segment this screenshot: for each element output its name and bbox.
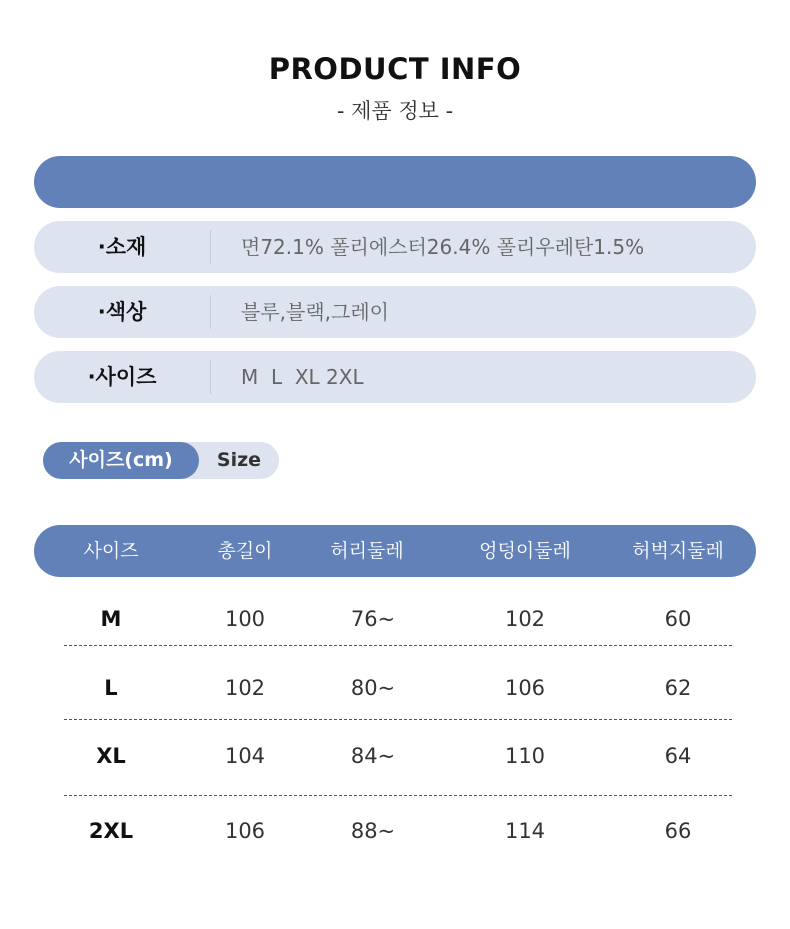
table-cell: 76~: [350, 607, 396, 631]
table-cell: 60: [664, 607, 692, 631]
table-cell: 104: [224, 744, 266, 768]
info-row-size: [34, 351, 756, 403]
info-divider: [210, 295, 211, 329]
table-cell: 102: [224, 676, 266, 700]
table-cell: XL: [96, 744, 126, 768]
table-cell: 66: [664, 819, 692, 843]
row-divider: [64, 645, 732, 646]
column-header-length: 총길이: [217, 540, 273, 562]
column-header-thigh: 허벅지둘레: [632, 540, 724, 562]
row-divider: [64, 719, 732, 720]
table-cell: 62: [664, 676, 692, 700]
info-row-color: [34, 286, 756, 338]
size-unit-toggle: [43, 442, 279, 479]
toggle-option-size[interactable]: Size: [216, 449, 262, 471]
column-header-hip: 엉덩이둘레: [479, 540, 571, 562]
info-value: 블루,블랙,그레이: [241, 300, 389, 324]
info-value: 면72.1% 폴리에스터26.4% 폴리우레탄1.5%: [241, 235, 645, 259]
column-header-size: 사이즈: [83, 540, 139, 562]
table-cell: 102: [504, 607, 546, 631]
table-cell: M: [100, 607, 122, 631]
table-cell: 80~: [350, 676, 396, 700]
info-divider: [210, 360, 211, 394]
info-divider: [210, 230, 211, 264]
info-value: M L XL 2XL: [241, 365, 364, 389]
page-subtitle: - 제품 정보 -: [336, 99, 454, 123]
info-row-material: [34, 221, 756, 273]
info-label: ·사이즈: [87, 365, 157, 389]
size-table-header: [34, 525, 756, 577]
row-divider: [64, 795, 732, 796]
column-header-waist: 허리둘레: [330, 540, 404, 562]
toggle-option-cm[interactable]: 사이즈(cm): [43, 442, 199, 479]
table-cell: 110: [504, 744, 546, 768]
table-cell: 100: [224, 607, 266, 631]
table-cell: 88~: [350, 819, 396, 843]
table-cell: 84~: [350, 744, 396, 768]
page-title: PRODUCT INFO: [268, 52, 522, 86]
table-cell: 114: [504, 819, 546, 843]
table-cell: 2XL: [88, 819, 134, 843]
table-cell: 106: [224, 819, 266, 843]
info-label: ·색상: [97, 300, 147, 324]
info-label: ·소재: [97, 235, 147, 259]
table-cell: 64: [664, 744, 692, 768]
header-bar: [34, 156, 756, 208]
table-cell: L: [104, 676, 118, 700]
table-cell: 106: [504, 676, 546, 700]
